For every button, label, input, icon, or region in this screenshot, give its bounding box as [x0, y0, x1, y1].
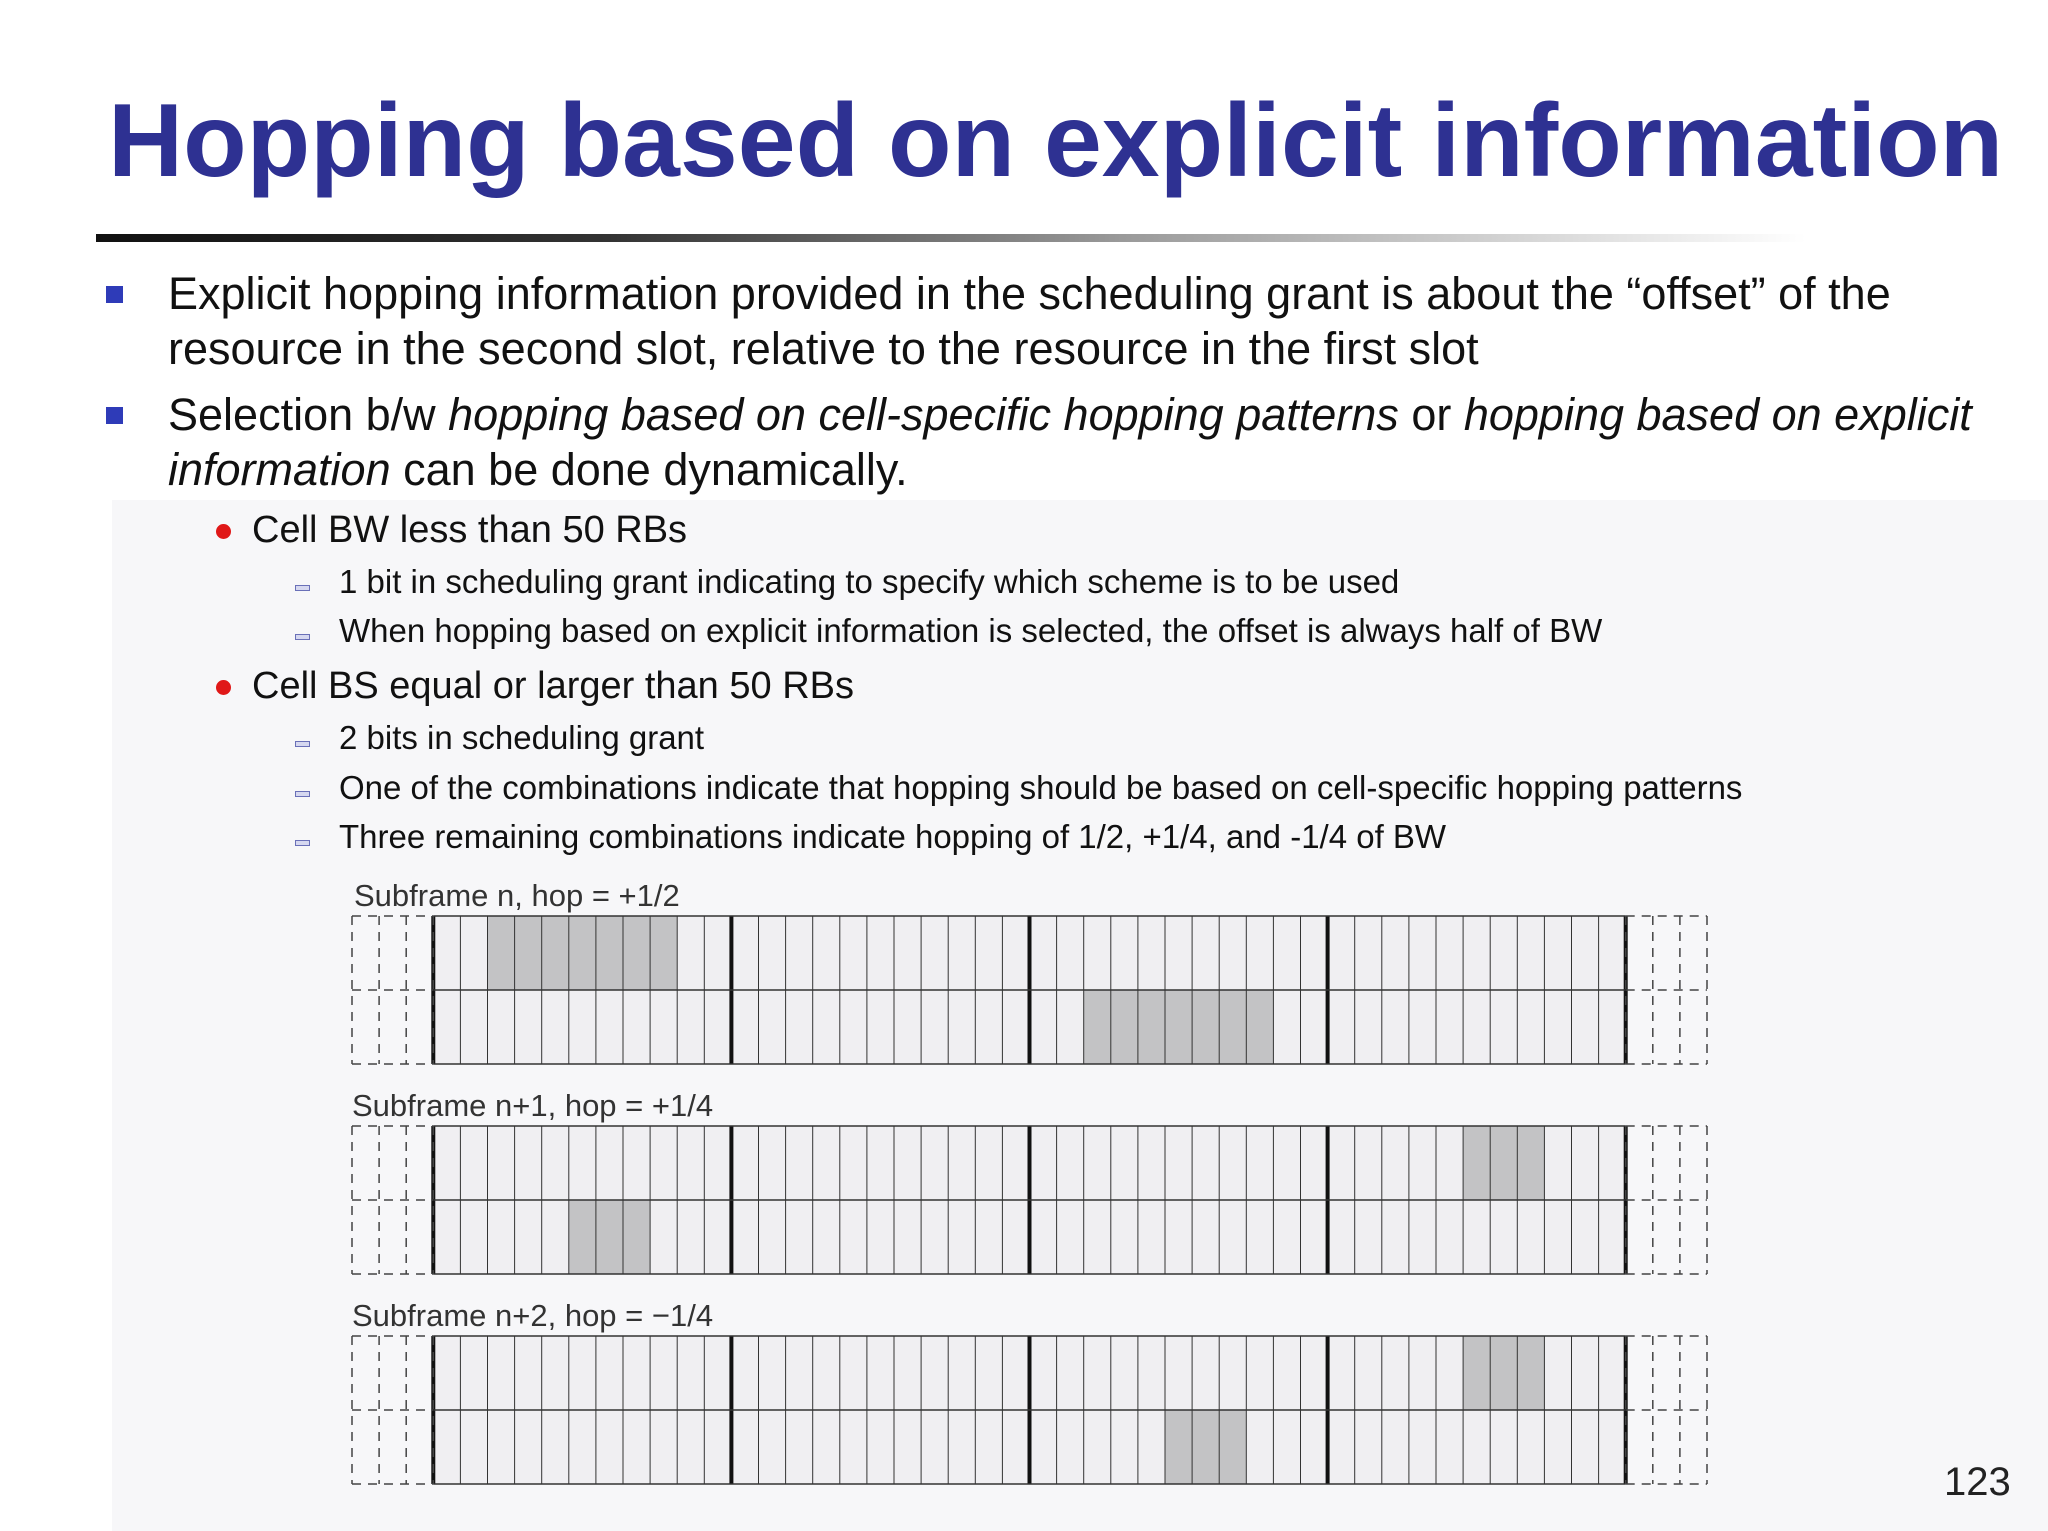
subframe-grid: [350, 1124, 1709, 1278]
bullet-text-part: can be done dynamically.: [390, 444, 908, 495]
detail-text: 1 bit in scheduling grant indicating to specify which scheme is to be used: [339, 563, 1400, 600]
red-dot-bullet-icon: [216, 524, 231, 539]
allocated-rb-slot2: [596, 1200, 623, 1274]
square-bullet-icon: [106, 286, 123, 303]
subframe-grid: [350, 914, 1709, 1068]
sub-bullet-bs-ge-50: [252, 664, 854, 708]
allocated-rb-slot2: [1192, 1410, 1219, 1484]
allocated-rb-slot1: [1463, 1336, 1490, 1410]
allocated-rb-slot2: [569, 1200, 596, 1274]
detail-text: Three remaining combinations indicate hopping of 1/2, +1/4, and -1/4 of BW: [339, 818, 1447, 855]
bullet-text: Explicit hopping information provided in the scheduling grant is about the “offset” of the resource in the second slot, relative to the resource in the first slot: [168, 268, 1891, 374]
detail-item: [339, 768, 1742, 808]
page-number: 123: [1944, 1460, 2011, 1504]
subframe-grid: [350, 1334, 1709, 1488]
allocated-rb-slot1: [569, 916, 596, 990]
detail-item: [339, 718, 704, 758]
allocated-rb-slot1: [542, 916, 569, 990]
slide-title: Hopping based on explicit information: [108, 83, 2004, 199]
allocated-rb-slot2: [1219, 1410, 1246, 1484]
dash-bullet-icon: [295, 634, 310, 640]
allocated-rb-slot1: [1490, 1126, 1517, 1200]
detail-text: When hopping based on explicit information is selected, the offset is always half of BW: [339, 612, 1603, 649]
dash-bullet-icon: [295, 741, 310, 747]
allocated-rb-slot1: [1517, 1336, 1544, 1410]
bullet-text-emphasis: hopping based on explicit information: [168, 389, 1972, 495]
detail-text: 2 bits in scheduling grant: [339, 719, 705, 756]
allocated-rb-slot2: [1111, 990, 1138, 1064]
allocated-rb-slot2: [1165, 990, 1192, 1064]
detail-item: [339, 817, 1446, 857]
allocated-rb-slot2: [1084, 990, 1111, 1064]
dash-bullet-icon: [295, 585, 310, 591]
allocated-rb-slot1: [1517, 1126, 1544, 1200]
allocated-rb-slot2: [1219, 990, 1246, 1064]
sub-bullet-text: Cell BS equal or larger than 50 RBs: [252, 665, 854, 707]
detail-item: [339, 562, 1399, 602]
sub-bullet-bw-less-50: [252, 508, 687, 552]
allocated-rb-slot1: [1490, 1336, 1517, 1410]
allocated-rb-slot1: [515, 916, 542, 990]
allocated-rb-slot1: [488, 916, 515, 990]
allocated-rb-slot1: [1463, 1126, 1490, 1200]
allocated-rb-slot1: [650, 916, 677, 990]
allocated-rb-slot2: [1192, 990, 1219, 1064]
bullet-selection: [168, 387, 2018, 497]
allocated-rb-slot2: [1138, 990, 1165, 1064]
bullet-text-part: or: [1398, 389, 1464, 440]
allocated-rb-slot2: [623, 1200, 650, 1274]
square-bullet-icon: [106, 407, 123, 424]
red-dot-bullet-icon: [216, 680, 231, 695]
subframe-label: Subframe n+1, hop = +1/4: [352, 1088, 714, 1123]
bullet-text-emphasis: hopping based on cell-specific hopping patterns: [448, 389, 1399, 440]
title-underline: [96, 234, 1806, 242]
allocated-rb-slot2: [1165, 1410, 1192, 1484]
sub-bullet-text: Cell BW less than 50 RBs: [252, 509, 688, 551]
allocated-rb-slot2: [1246, 990, 1273, 1064]
allocated-rb-slot1: [623, 916, 650, 990]
allocated-rb-slot1: [596, 916, 623, 990]
subframe-label: Subframe n+2, hop = −1/4: [352, 1298, 714, 1333]
detail-text: One of the combinations indicate that hopping should be based on cell-specific hopping patterns: [339, 769, 1743, 806]
detail-item: [339, 611, 1602, 651]
dash-bullet-icon: [295, 840, 310, 846]
bullet-text-part: Selection b/w: [168, 389, 449, 440]
subframe-label: Subframe n, hop = +1/2: [354, 878, 680, 913]
bullet-explicit-offset: [168, 266, 1928, 376]
dash-bullet-icon: [295, 791, 310, 797]
